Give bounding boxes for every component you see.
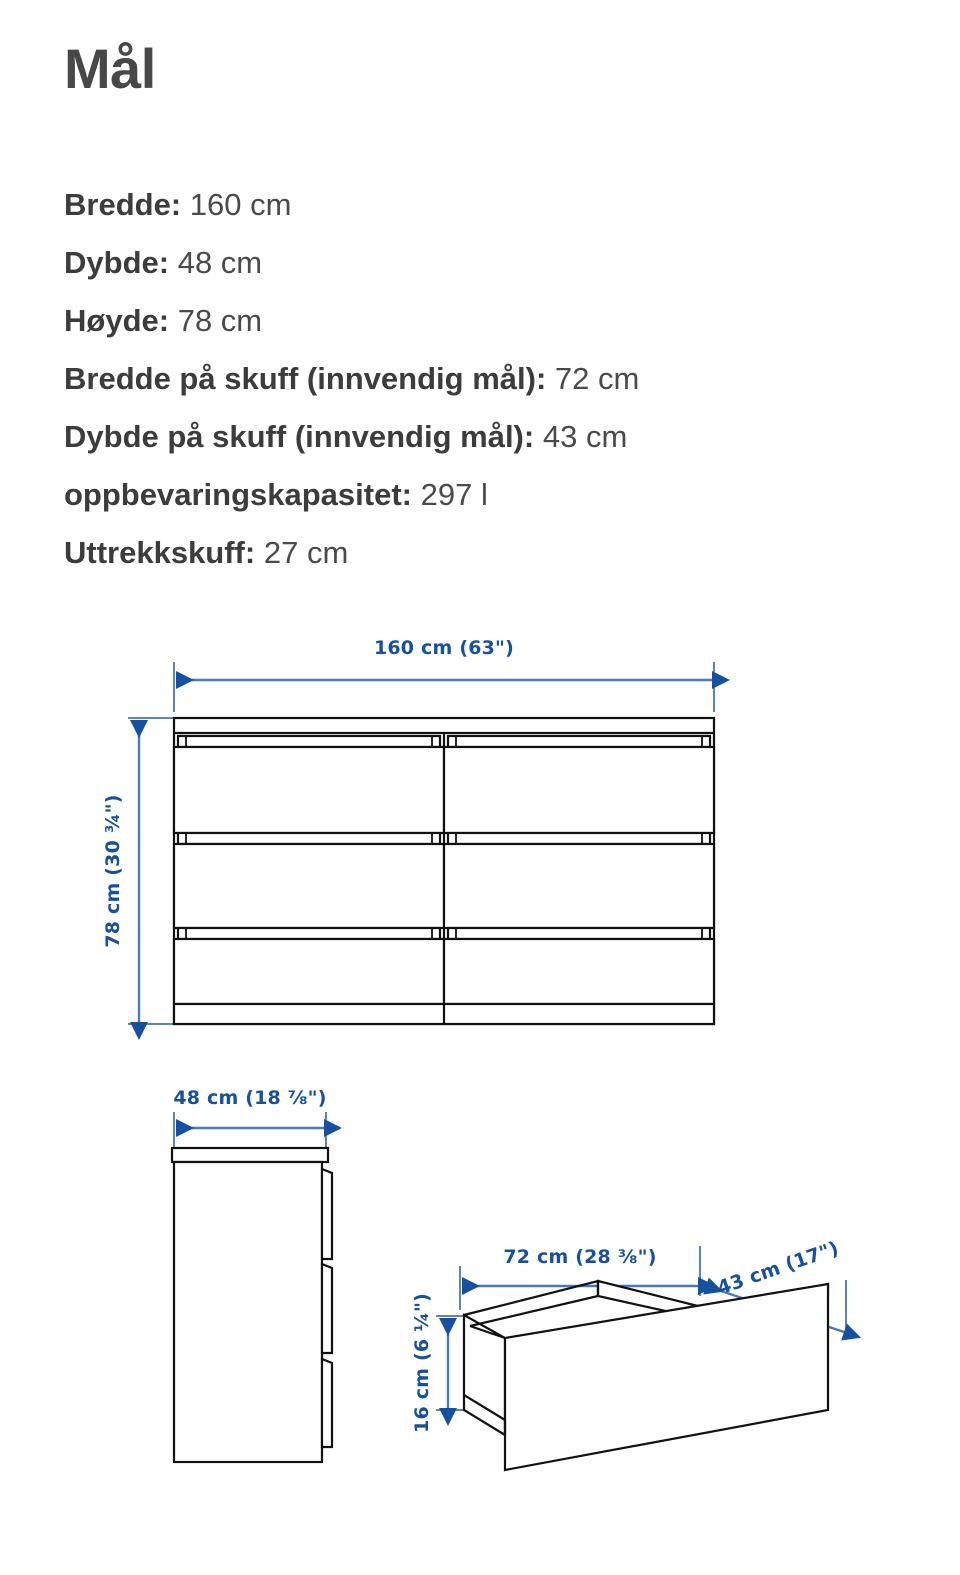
spec-label-bredde-skuff: Bredde på skuff (innvendig mål): [64,361,547,396]
front-width-label: 160 cm (63") [373,637,515,659]
spec-value-uttrekkskuff: 27 cm [263,535,349,570]
side-carcass-body [174,1162,322,1462]
spec-row-bredde-skuff [64,350,884,408]
front-drawer-3-left [174,939,444,1004]
spec-label-oppbevaringskapasitet: oppbevaringskapasitet: [64,477,412,512]
spec-row-bredde [64,176,884,234]
side-top-panel [172,1148,328,1162]
front-height-dimension [102,718,178,1024]
drawer-left-inner-edge [464,1281,598,1326]
spec-value-bredde: 160 cm [189,187,292,222]
side-drawer-front-1 [322,1169,332,1259]
front-drawer-3-right [444,939,714,1004]
spec-row-dybde [64,234,884,292]
technical-drawing-svg [0,620,960,1575]
drawer-height-dimension [411,1293,468,1433]
spec-value-bredde-skuff: 72 cm [554,361,640,396]
spec-value-dybde-skuff: 43 cm [542,419,628,454]
spec-label-bredde: Bredde: [64,187,182,222]
side-drawer-front-2 [322,1264,332,1353]
front-drawer-2-right [444,844,714,928]
front-drawer-2-left [174,844,444,928]
drawer-inner-height-label: 16 cm (6 ¼") [411,1293,433,1433]
spec-row-oppbevaringskapasitet [64,466,884,524]
spec-row-uttrekkskuff [64,524,884,582]
front-drawer-1-left [174,747,444,833]
dresser-front-view [102,637,714,1024]
side-drawer-front-3 [322,1359,332,1447]
side-depth-label: 48 cm (18 ⅞") [173,1087,327,1109]
front-drawer-1-right [444,747,714,833]
dresser-side-view [172,1087,332,1462]
spec-label-hoyde: Høyde: [64,303,170,338]
spec-value-dybde: 48 cm [177,245,263,280]
spec-label-dybde-skuff: Dybde på skuff (innvendig mål): [64,419,535,454]
front-height-label: 78 cm (30 ¾") [102,794,124,948]
technical-drawings [0,620,960,1575]
spec-label-uttrekkskuff: Uttrekkskuff: [64,535,256,570]
spec-label-dybde: Dybde: [64,245,170,280]
drawer-isometric-view [411,1237,846,1470]
drawer-inner-width-label: 72 cm (28 ⅜") [503,1246,657,1268]
spec-value-oppbevaringskapasitet: 297 l [420,477,488,512]
front-width-dimension [174,637,714,712]
page-title: Mål [64,37,156,100]
spec-value-hoyde: 78 cm [177,303,263,338]
drawer-inner-depth-label: 43 cm (17") [714,1237,842,1300]
drawer-front-panel [505,1284,828,1470]
spec-row-hoyde [64,292,884,350]
dimensions-spec-list [64,176,884,582]
spec-row-dybde-skuff [64,408,884,466]
